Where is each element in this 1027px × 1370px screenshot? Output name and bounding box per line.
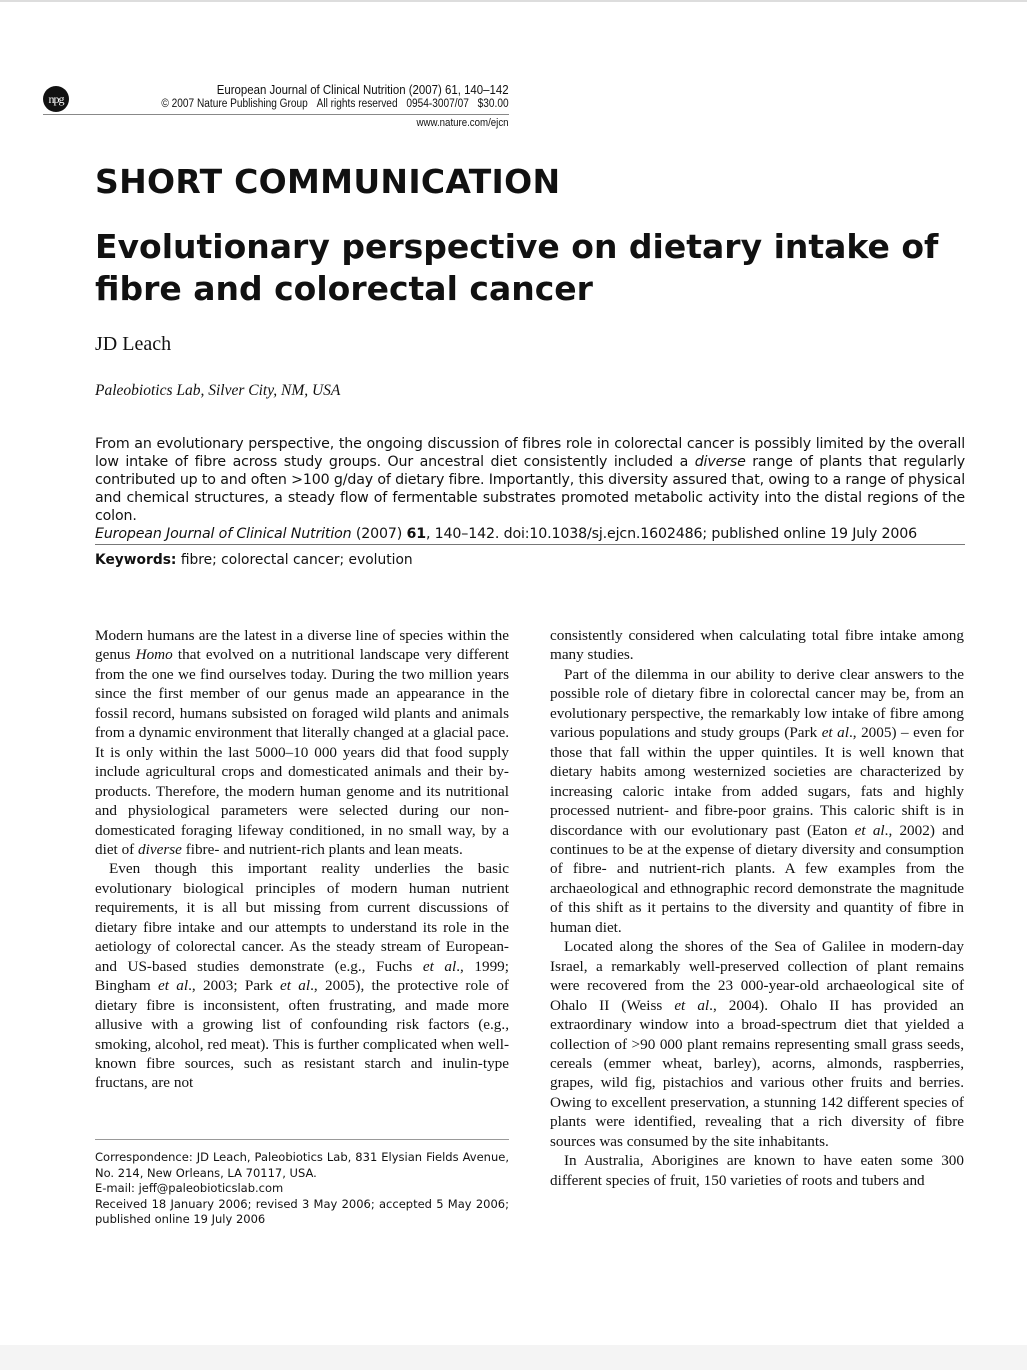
text-run: that evolved on a nutritional landscape very different from the one we find ourselves today. During the two million years since the first member of our genus made an appearance in the fossil record, humans subsisted on foraged wild plants and animals from a dynamic environment that literally changed at a glacial pace. It is only within the last 5000–10 000 years did that food supply include agricultural crops and domesticated animals and their by-products. Therefore, the modern human genome and its nutritional and physiological parameters were selected during our non-domesticated foraging lifeway conditioned, in no small way, by a diet of xyxy=(95,646,509,858)
abstract-text xyxy=(95,436,965,524)
abstract-divider xyxy=(95,544,965,545)
journal-citation: European Journal of Clinical Nutrition (2007) 61, 140–142 xyxy=(217,82,509,97)
window-top-border xyxy=(0,0,1027,2)
paragraph xyxy=(550,665,964,937)
correspondence-footnote xyxy=(95,1150,509,1228)
article-dates: Received 18 January 2006; revised 3 May 2006; accepted 5 May 2006; published online 19 July 2006 xyxy=(95,1196,509,1226)
abstract-citation xyxy=(95,525,965,543)
footnote-divider xyxy=(95,1139,509,1140)
text-run: Homo xyxy=(135,646,173,664)
text-run: Even though this important reality underlies the basic evolutionary biological principles of modern human nutrient requirements, it is all but missing from current discussions of dietary fibre intake and our attempts to understand its role in the aetiology of colorectal cancer. As the steady stream of European- and US-based studies demonstrate (e.g., Fuchs xyxy=(95,860,509,975)
text-run: In Australia, Aborigines are known to have eaten some 300 different species of fruit, 150 varieties of roots and tubers and xyxy=(550,1152,964,1189)
paragraph xyxy=(95,859,509,1092)
abstract xyxy=(95,435,965,543)
text-run: consistently considered when calculating total fibre intake among many studies. xyxy=(550,627,964,664)
text-run: , 140–142. doi:10.1038/sj.ejcn.1602486; published online 19 July 2006 xyxy=(425,526,918,542)
text-run: ., 2005) – even for those that fall within the upper quintiles. It is well known that dietary habits among westernized societies are characterized by increasing caloric intake from added sugars, fats and highly processed nutrient- and fibre-poor grains. This caloric shift is in discordance with our evolutionary past (Eaton xyxy=(550,724,964,839)
body-column-right xyxy=(550,626,964,1190)
text-run: From an evolutionary perspective, the ongoing discussion of fibres role in colorectal cancer is possibly limited by the overall low intake of fibre across study groups. Our ancestral diet consistently included a xyxy=(95,436,965,470)
text-run: et al xyxy=(280,977,311,995)
paragraph xyxy=(550,626,964,665)
text-run: fibre- and nutrient-rich plants and lean meats. xyxy=(181,840,463,858)
correspondence-address: Correspondence: JD Leach, Paleobiotics Lab, 831 Elysian Fields Avenue, No. 214, New Orleans, LA 70117, USA. xyxy=(95,1150,509,1180)
text-run: et al xyxy=(158,977,189,995)
text-run: ., 1999; Bingham xyxy=(95,957,509,995)
text-run: range of plants that regularly contributed up to and often >100 g/day of dietary fibre. Importantly, this diversity assured that, owing to a range of physical and chemical structures, a steady flow of fermentable substrates promoted metabolic activity into the distal regions of the colon. xyxy=(95,454,965,524)
affiliation: Paleobiotics Lab, Silver City, NM, USA xyxy=(95,382,341,399)
text-run: ., 2005), the protective role of dietary fibre is inconsistent, often frustrating, and made more allusive with a growing list of confounding risk factors (e.g., smoking, alcohol, red meat). This is further complicated when well-known fibre sources, such as resistant starch and inulin-type fructans, are not xyxy=(95,977,509,1092)
text-run: et al xyxy=(854,821,885,839)
body-column-left xyxy=(95,626,509,1093)
text-run: ., 2003; Park xyxy=(188,977,281,995)
text-run: et al xyxy=(674,996,710,1014)
text-run: (2007) xyxy=(351,526,407,542)
text-run: Located along the shores of the Sea of Galilee in modern-day Israel, a remarkably well-preserved collection of plant remains were recovered from the 23 000-year-old archaeological site of Ohalo II (Weiss xyxy=(550,938,964,1014)
npg-logo: npg xyxy=(43,86,69,112)
text-run: diverse xyxy=(694,454,746,470)
text-run: diverse xyxy=(138,840,182,858)
rights: All rights reserved xyxy=(316,98,398,110)
journal-url[interactable]: www.nature.com/ejcn xyxy=(416,117,509,129)
issn: 0954-3007/07 xyxy=(406,98,470,110)
keywords-label: Keywords: xyxy=(95,552,177,568)
text-run: et al xyxy=(821,724,849,742)
text-run: et al xyxy=(422,957,457,975)
article-title: Evolutionary perspective on dietary intake of fibre and colorectal cancer xyxy=(95,227,939,308)
text-run: ., 2002) and continues to be at the expense of dietary diversity and consumption of fibre- and nutrient-rich plants. A few examples from the archaeological and ethnographic record demonstrate the magnitude of this shift as it pertains to the diversity and quantity of fibre in human diet. xyxy=(550,821,965,936)
page-bottom-margin xyxy=(0,1345,1027,1370)
copyright: © 2007 Nature Publishing Group xyxy=(161,98,309,110)
journal-header xyxy=(153,82,509,111)
paragraph xyxy=(550,1151,964,1190)
section-label: SHORT COMMUNICATION xyxy=(95,162,561,201)
paragraph xyxy=(95,626,509,859)
text-run: Modern humans are the latest in a diverse line of species within the genus xyxy=(95,627,509,664)
price: $30.00 xyxy=(478,98,509,110)
text-run: ., 2004). Ohalo II has provided an extraordinary window into a broad-spectrum diet that yielded a collection of >90 000 plant remains representing small grass seeds, cereals (emmer wheat, barley), acorns, almonds, raspberries, grapes, wild fig, pistachios and various other fruits and berries. Owing to excellent preservation, a stunning 142 different species of plants were identified, revealing that a rich diversity of fibre sources was consumed by the site inhabitants. xyxy=(550,996,965,1150)
text-run: Part of the dilemma in our ability to derive clear answers to the possible role of dietary fibre in colorectal cancer may be, from an evolutionary perspective, the remarkably low intake of fibre among various populations and study groups (Park xyxy=(550,665,964,742)
keywords xyxy=(95,552,413,568)
paragraph xyxy=(550,937,964,1151)
text-run: 61 xyxy=(406,526,426,542)
text-run: European Journal of Clinical Nutrition xyxy=(95,526,352,542)
header-divider xyxy=(43,114,509,115)
keywords-value: fibre; colorectal cancer; evolution xyxy=(176,552,413,568)
author: JD Leach xyxy=(95,333,172,355)
correspondence-email[interactable]: E-mail: jeff@paleobioticslab.com xyxy=(95,1181,284,1195)
copyright-line xyxy=(153,97,509,111)
